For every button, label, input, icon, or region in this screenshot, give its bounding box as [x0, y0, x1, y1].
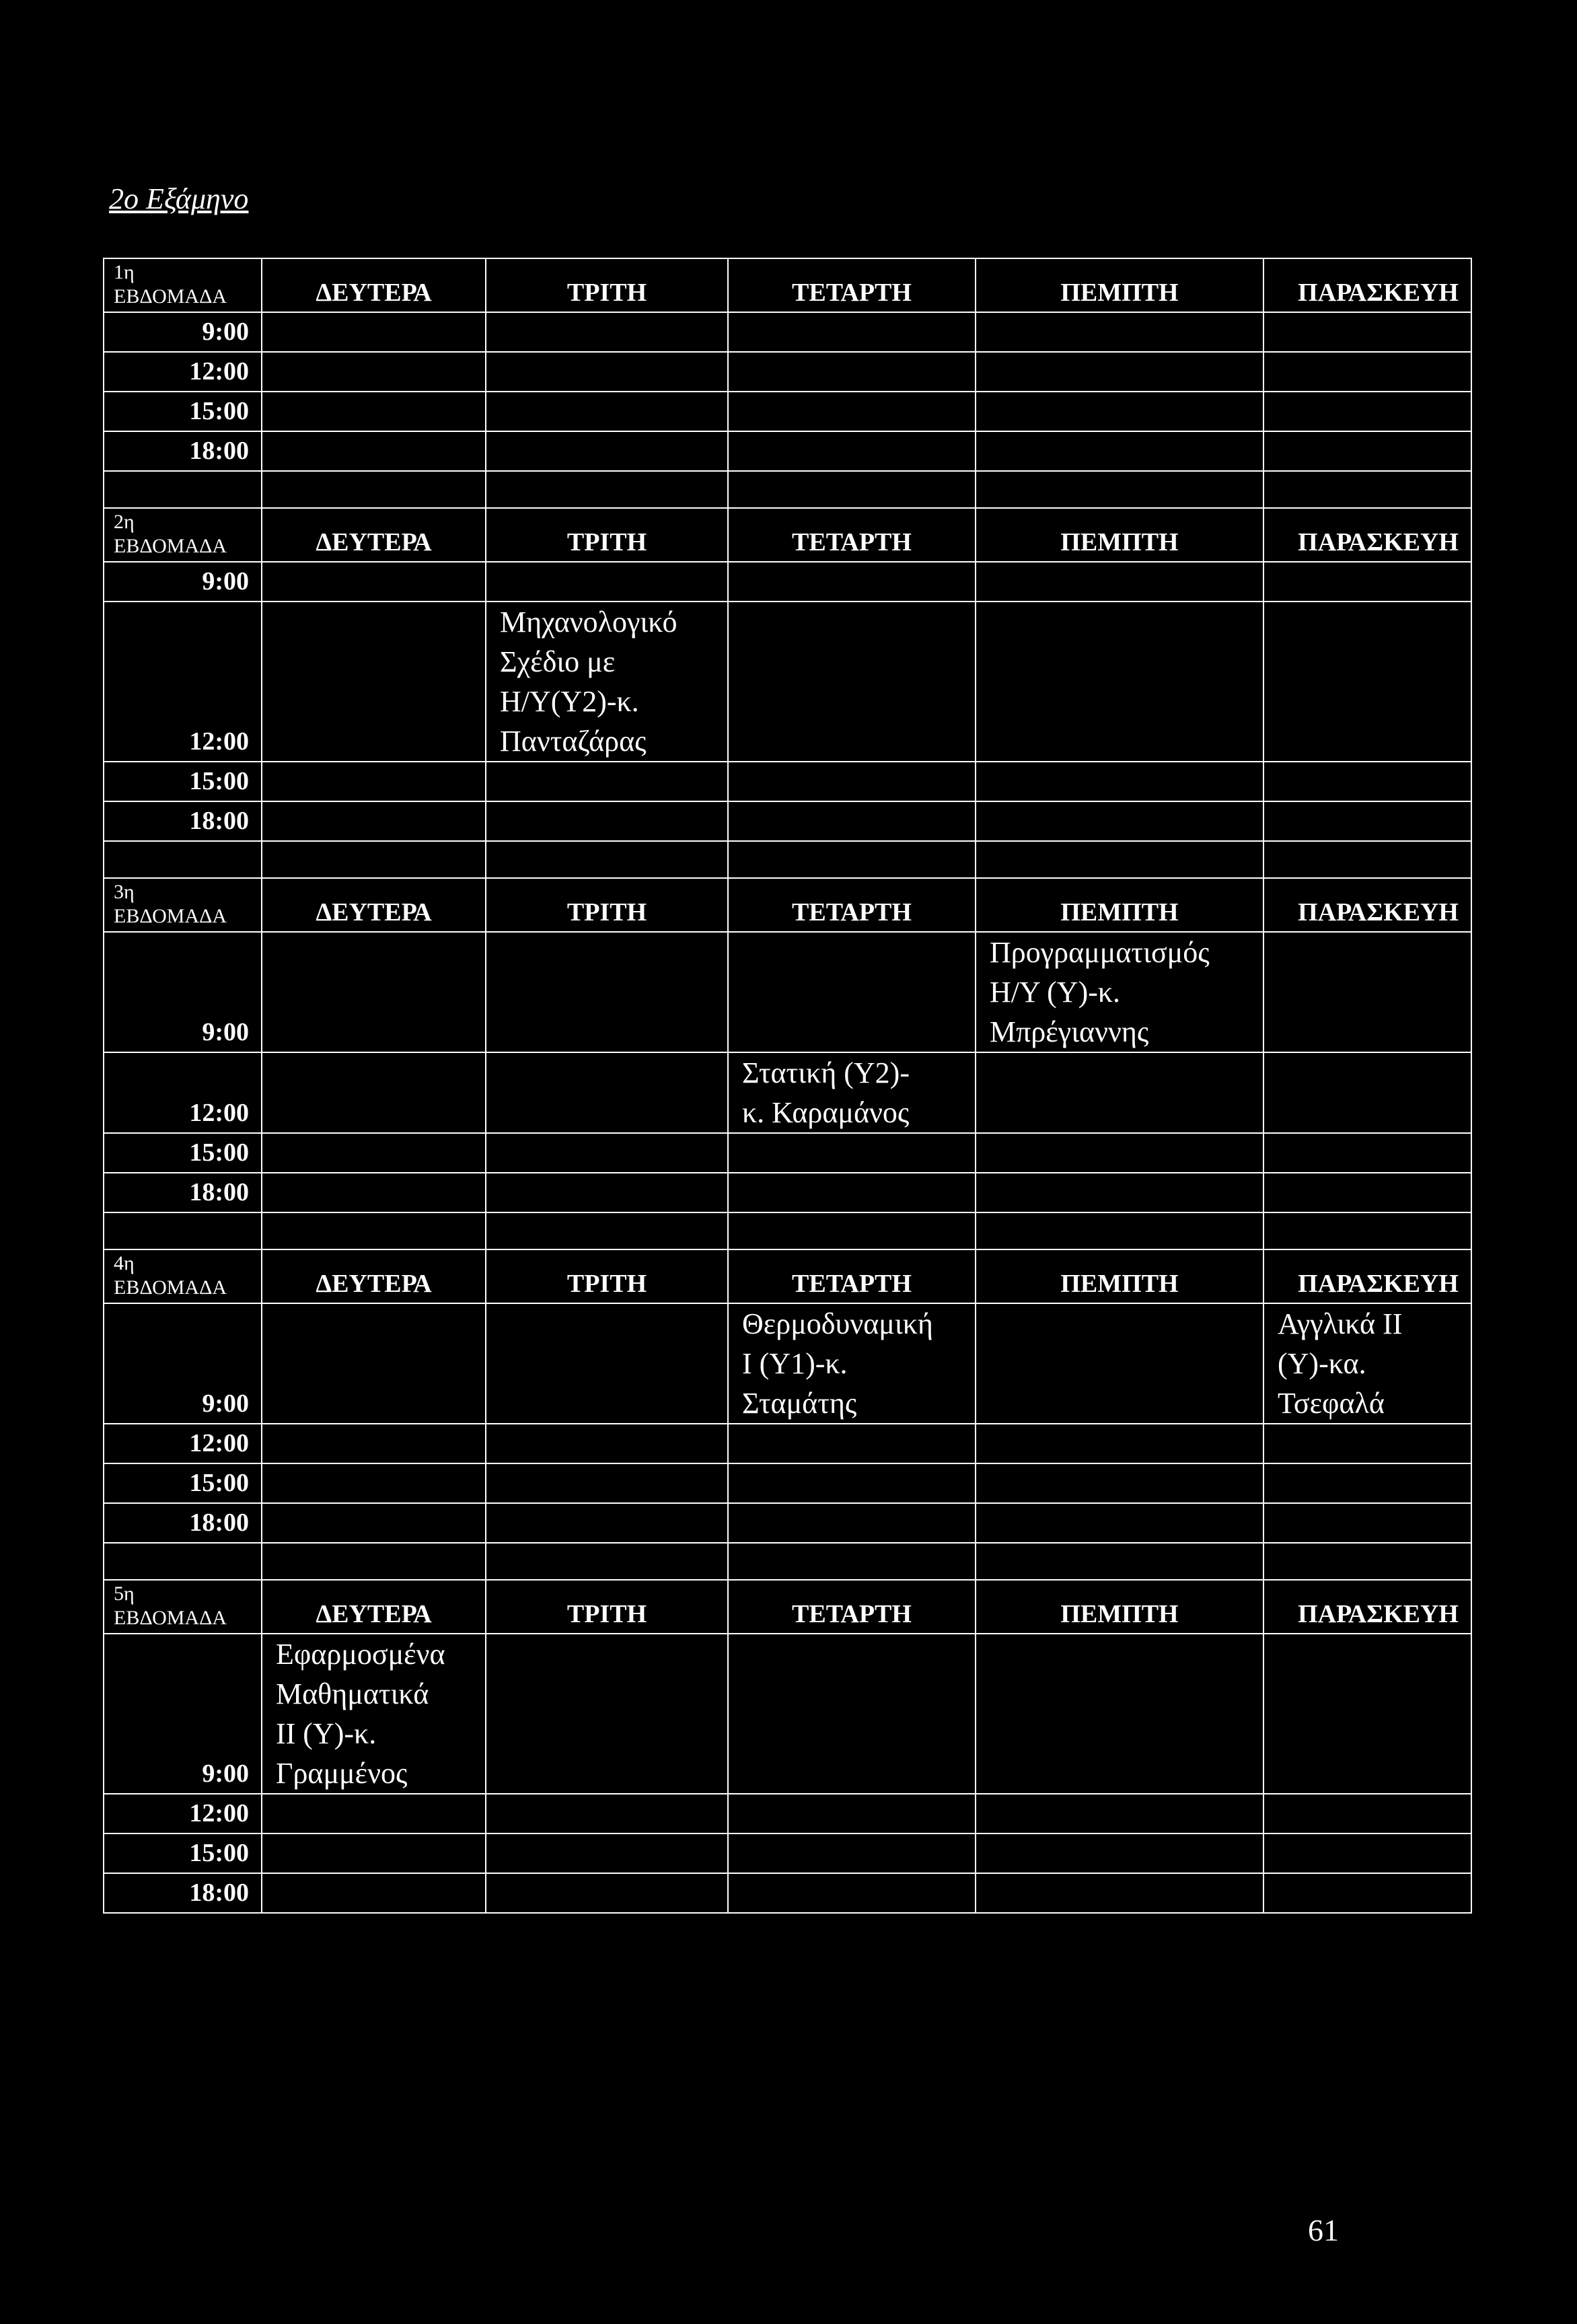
day-header-thursday: ΠΕΜΠΤΗ: [976, 1249, 1263, 1303]
course-cell: Εφαρμοσμένα Μαθηματικά ΙΙ (Υ)-κ. Γραμμένος: [262, 1634, 486, 1794]
day-header-monday: ΔΕΥΤΕΡΑ: [262, 878, 486, 932]
day-header-wednesday: ΤΕΤΑΡΤΗ: [728, 878, 976, 932]
day-header-monday: ΔΕΥΤΕΡΑ: [262, 508, 486, 562]
day-header-monday: ΔΕΥΤΕΡΑ: [262, 258, 486, 312]
time-row: [104, 1503, 1471, 1543]
time-label: 12:00: [104, 1052, 262, 1133]
week-header-row: [104, 878, 1471, 932]
day-header-tuesday: ΤΡΙΤΗ: [486, 1249, 728, 1303]
time-row: [104, 1794, 1471, 1833]
week-label: 2η ΕΒΔΟΜΑΔΑ: [104, 508, 262, 562]
day-header-tuesday: ΤΡΙΤΗ: [486, 878, 728, 932]
time-row: [104, 562, 1471, 602]
time-label: 15:00: [104, 1133, 262, 1173]
day-header-thursday: ΠΕΜΠΤΗ: [976, 1580, 1263, 1634]
time-label: 18:00: [104, 1873, 262, 1913]
week-label: 4η ΕΒΔΟΜΑΔΑ: [104, 1249, 262, 1303]
time-row: [104, 1873, 1471, 1913]
week-label: 1η ΕΒΔΟΜΑΔΑ: [104, 258, 262, 312]
day-header-wednesday: ΤΕΤΑΡΤΗ: [728, 1249, 976, 1303]
time-label: 12:00: [104, 1424, 262, 1463]
time-label: 18:00: [104, 1503, 262, 1543]
day-header-thursday: ΠΕΜΠΤΗ: [976, 258, 1263, 312]
week-label: 5η ΕΒΔΟΜΑΔΑ: [104, 1580, 262, 1634]
day-header-friday: ΠΑΡΑΣΚΕΥΗ: [1263, 1580, 1471, 1634]
day-header-tuesday: ΤΡΙΤΗ: [486, 1580, 728, 1634]
time-label: 9:00: [104, 1303, 262, 1424]
time-label: 15:00: [104, 762, 262, 801]
day-header-monday: ΔΕΥΤΕΡΑ: [262, 1580, 486, 1634]
time-row: [104, 602, 1471, 762]
course-cell: Μηχανολογικό Σχέδιο με Η/Υ(Υ2)-κ. Πανταζάρας: [486, 602, 728, 762]
day-header-friday: ΠΑΡΑΣΚΕΥΗ: [1263, 258, 1471, 312]
time-row: [104, 801, 1471, 841]
time-row: [104, 1634, 1471, 1794]
time-row: [104, 431, 1471, 471]
time-label: 15:00: [104, 392, 262, 431]
time-label: 15:00: [104, 1463, 262, 1503]
time-row: [104, 312, 1471, 352]
week-header-row: [104, 258, 1471, 312]
course-cell: Θερμοδυναμική Ι (Υ1)-κ. Σταμάτης: [728, 1303, 976, 1424]
week-header-row: [104, 1580, 1471, 1634]
day-header-friday: ΠΑΡΑΣΚΕΥΗ: [1263, 508, 1471, 562]
spacer-row: [104, 471, 1471, 508]
time-row: [104, 932, 1471, 1052]
course-cell: Προγραμματισμός Η/Υ (Υ)-κ. Μπρέγιαννης: [976, 932, 1263, 1052]
week-label: 3η ΕΒΔΟΜΑΔΑ: [104, 878, 262, 932]
time-label: 18:00: [104, 801, 262, 841]
day-header-wednesday: ΤΕΤΑΡΤΗ: [728, 508, 976, 562]
time-label: 18:00: [104, 431, 262, 471]
spacer-row: [104, 1543, 1471, 1580]
time-label: 9:00: [104, 562, 262, 602]
week-header-row: [104, 508, 1471, 562]
time-row: [104, 1463, 1471, 1503]
time-row: [104, 1833, 1471, 1873]
time-label: 9:00: [104, 312, 262, 352]
time-label: 9:00: [104, 1634, 262, 1794]
time-row: [104, 352, 1471, 392]
spacer-row: [104, 841, 1471, 878]
week-header-row: [104, 1249, 1471, 1303]
spacer-row: [104, 1212, 1471, 1249]
schedule-table: [103, 258, 1472, 1914]
day-header-friday: ΠΑΡΑΣΚΕΥΗ: [1263, 878, 1471, 932]
day-header-monday: ΔΕΥΤΕΡΑ: [262, 1249, 486, 1303]
time-label: 9:00: [104, 932, 262, 1052]
time-label: 12:00: [104, 352, 262, 392]
time-row: [104, 1173, 1471, 1212]
semester-title: 2ο Εξάμηνο: [109, 182, 249, 215]
day-header-thursday: ΠΕΜΠΤΗ: [976, 878, 1263, 932]
time-label: 12:00: [104, 1794, 262, 1833]
time-label: 15:00: [104, 1833, 262, 1873]
time-row: [104, 1052, 1471, 1133]
page-number: 61: [1308, 2213, 1339, 2247]
course-cell: Στατική (Υ2)- κ. Καραμάνος: [728, 1052, 976, 1133]
day-header-friday: ΠΑΡΑΣΚΕΥΗ: [1263, 1249, 1471, 1303]
day-header-wednesday: ΤΕΤΑΡΤΗ: [728, 1580, 976, 1634]
day-header-thursday: ΠΕΜΠΤΗ: [976, 508, 1263, 562]
time-row: [104, 1133, 1471, 1173]
time-row: [104, 1303, 1471, 1424]
time-label: 12:00: [104, 602, 262, 762]
time-row: [104, 392, 1471, 431]
day-header-tuesday: ΤΡΙΤΗ: [486, 258, 728, 312]
time-row: [104, 762, 1471, 801]
time-row: [104, 1424, 1471, 1463]
course-cell: Αγγλικά ΙΙ (Υ)-κα. Τσεφαλά: [1263, 1303, 1471, 1424]
day-header-wednesday: ΤΕΤΑΡΤΗ: [728, 258, 976, 312]
day-header-tuesday: ΤΡΙΤΗ: [486, 508, 728, 562]
time-label: 18:00: [104, 1173, 262, 1212]
